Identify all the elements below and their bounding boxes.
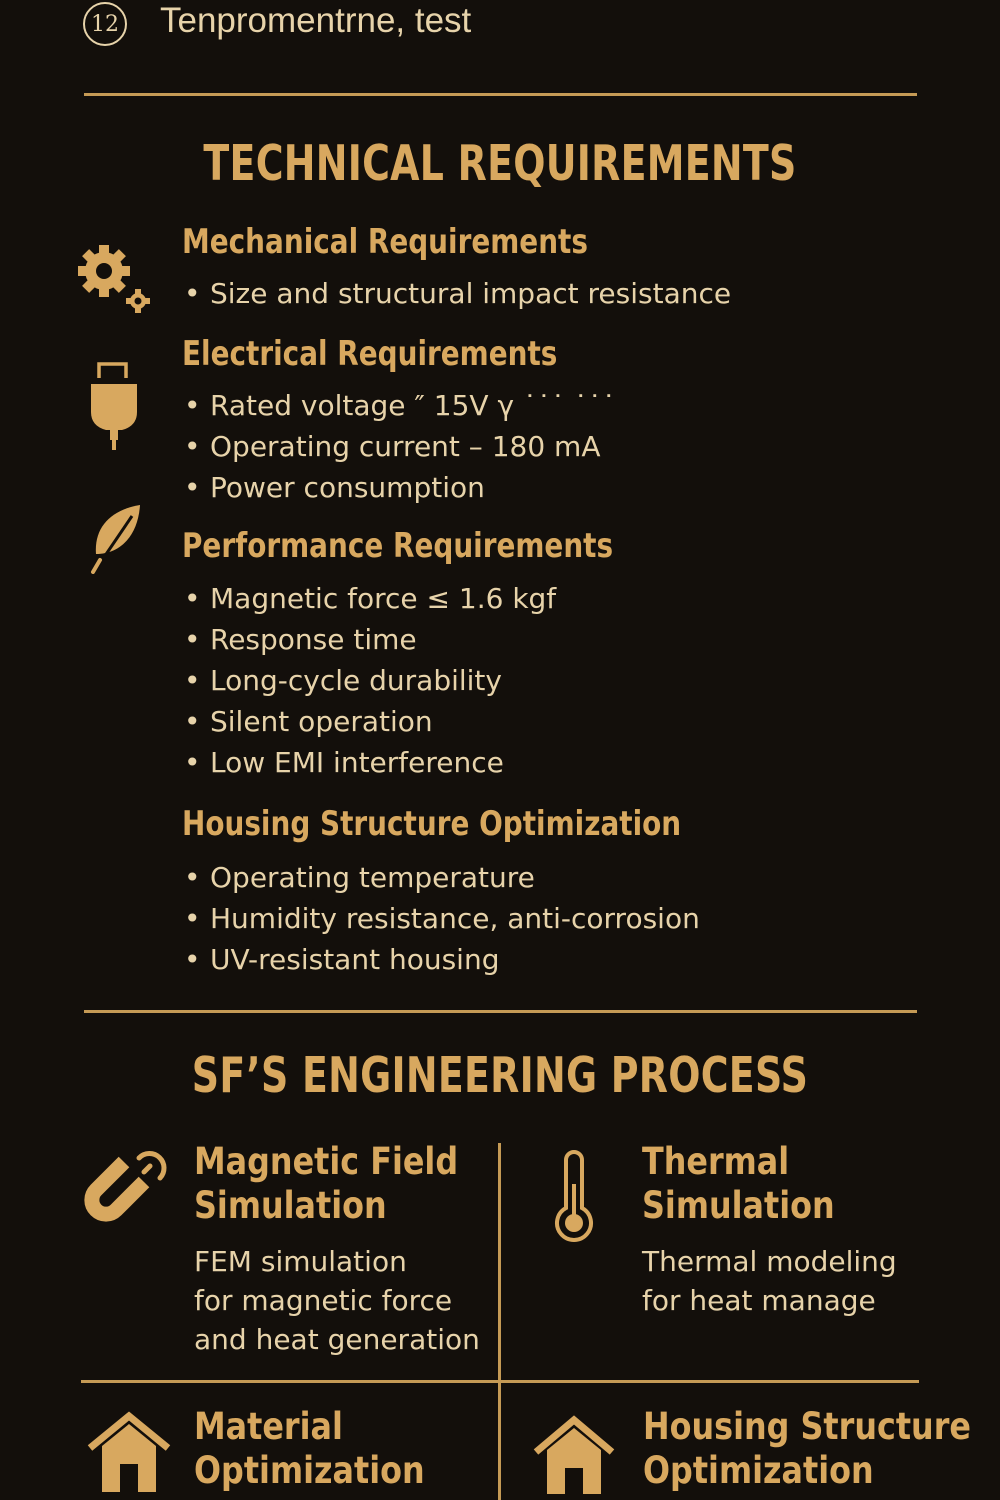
card-title-line: Simulation: [642, 1184, 835, 1227]
house-icon: [86, 1410, 172, 1492]
list-item: • Magnetic force ≤ 1.6 kgf: [184, 578, 556, 619]
card-title-line: Thermal: [642, 1140, 790, 1183]
leaf-icon: [90, 502, 144, 574]
card-text-line: for heat manage: [642, 1284, 876, 1317]
technical-requirements-title: TECHNICAL REQUIREMENTS: [203, 135, 797, 192]
thermometer-icon: [552, 1150, 596, 1248]
card-title-line: Optimization: [194, 1449, 425, 1492]
card-title-line: Housing Structure: [643, 1405, 971, 1448]
grid-horizontal-divider: [81, 1380, 919, 1383]
card-text-line: Thermal modeling: [642, 1245, 897, 1278]
list-item: • Rated voltage ″ 15V γ ˙˙˙ ˙˙˙: [184, 385, 616, 426]
list-item: • Long-cycle durability: [184, 660, 556, 701]
card-text-line: FEM simulation: [194, 1245, 407, 1278]
plug-icon: [88, 360, 140, 452]
list-item: • Humidity resistance, anti-corrosion: [184, 898, 700, 939]
divider-top: [84, 93, 917, 96]
card-title-line: Simulation: [194, 1184, 387, 1227]
section-number: 12: [91, 11, 119, 37]
magnet-icon: [84, 1150, 168, 1248]
card-housing-structure-optimization: [643, 1405, 1000, 1493]
house-icon: [532, 1414, 616, 1494]
card-magnetic-field-simulation: [194, 1140, 501, 1359]
housing-structure-list: [184, 857, 700, 980]
card-title-line: Magnetic Field: [194, 1140, 459, 1183]
divider-middle: [84, 1010, 917, 1013]
card-text-line: for magnetic force: [194, 1284, 453, 1317]
list-item: • Operating temperature: [184, 857, 700, 898]
gears-icon: [76, 243, 156, 317]
card-title-line: Material: [194, 1405, 343, 1448]
card-material-optimization: [194, 1405, 462, 1493]
list-item: • Response time: [184, 619, 556, 660]
card-text-line: and heat generation: [194, 1323, 480, 1356]
engineering-process-title: SF’S ENGINEERING PROCESS: [191, 1047, 809, 1104]
list-item: • Operating current – 180 mA: [184, 426, 616, 467]
page-header-title: Tenpromentrne, test: [160, 1, 472, 40]
list-item: • UV-resistant housing: [184, 939, 700, 980]
housing-structure-heading: Housing Structure Optimization: [182, 804, 682, 844]
mechanical-requirements-heading: Mechanical Requirements: [182, 222, 588, 262]
performance-requirements-heading: Performance Requirements: [182, 526, 614, 566]
list-item: • Low EMI interference: [184, 742, 556, 783]
section-number-badge: [83, 2, 127, 46]
electrical-requirements-list: [184, 385, 616, 508]
list-item: • Power consumption: [184, 467, 616, 508]
electrical-requirements-heading: Electrical Requirements: [182, 334, 558, 374]
card-thermal-simulation: [642, 1140, 897, 1320]
list-item: • Size and structural impact resistance: [184, 273, 731, 314]
mechanical-requirements-list: [184, 273, 731, 314]
list-item: • Silent operation: [184, 701, 556, 742]
performance-requirements-list: [184, 578, 556, 783]
card-title-line: Optimization: [643, 1449, 874, 1492]
